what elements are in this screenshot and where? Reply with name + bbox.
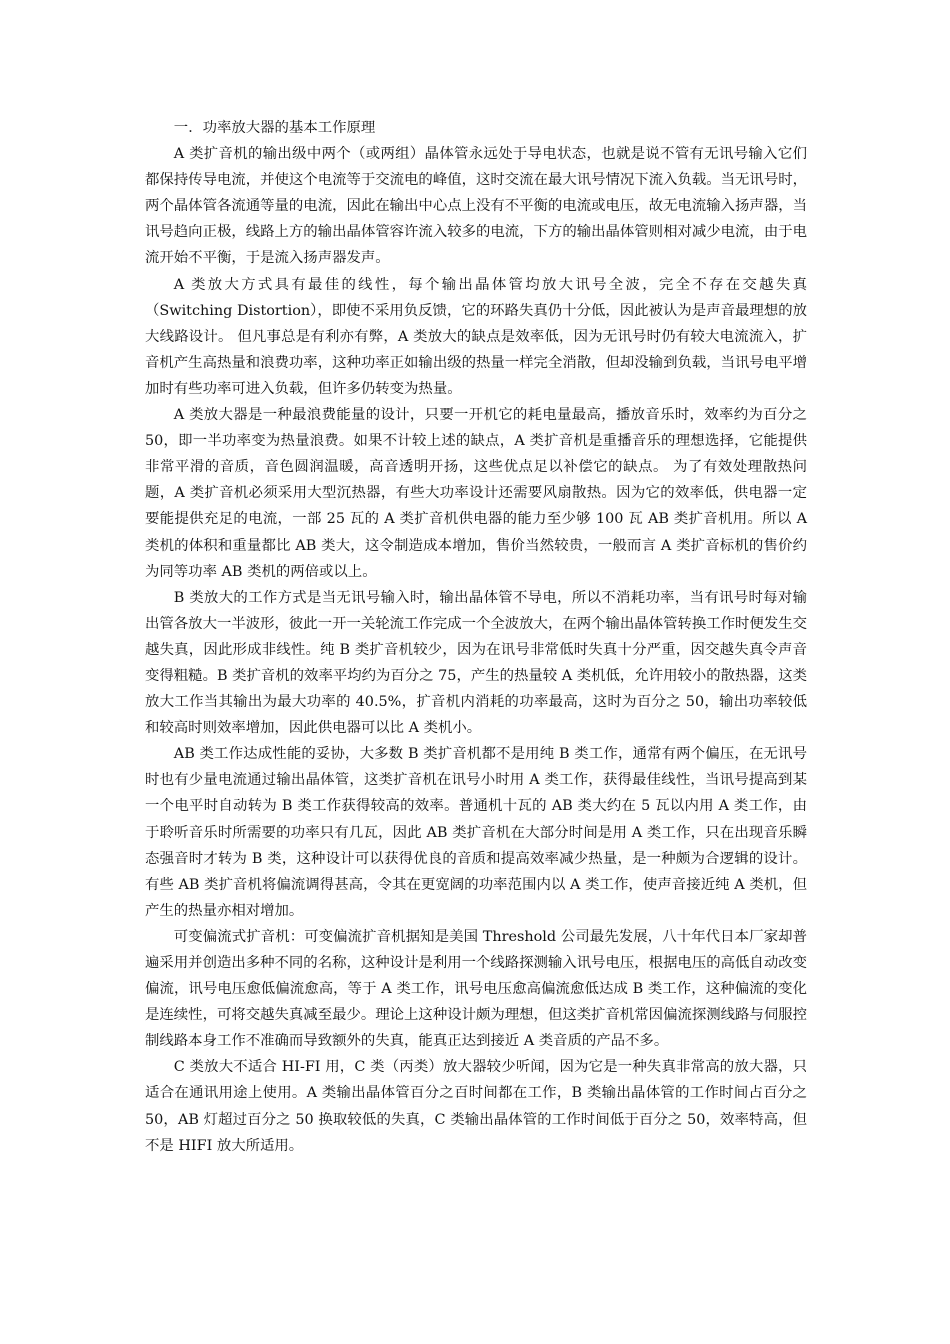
document-page — [145, 115, 807, 1159]
paragraph-class-c: C 类放大不适合 HI-FI 用，C 类（丙类）放大器较少听闻，因为它是一种失真非常高的放大器，只适合在通讯用途上使用。A 类输出晶体管百分之百时间都在工作，B 类输出晶体管的工作时间占百分之 50，AB 灯超过百分之 50 换取较低的失真，C 类输出晶体管的工作时间低于百分之 50，效率特高，但不是 HIFI 放大所适用。 — [145, 1059, 807, 1154]
paragraph-class-a-efficiency: A 类放大器是一种最浪费能量的设计，只要一开机它的耗电量最高，播放音乐时，效率约为百分之 50，即一半功率变为热量浪费。如果不计较上述的缺点，A 类扩音机是重播音乐的理想选择，它能提供非常平滑的音质，音色圆润温暖，高音透明开扬，这些优点足以补偿它的缺点。 为了有效处理散热问题，A 类扩音机必须采用大型沉热器，有些大功率设计还需要风扇散热。因为它的效率低，供电器一定要能提供充足的电流，一部 25 瓦的 A 类扩音机供电器的能力至少够 100 瓦 AB 类扩音机用。所以 A 类机的体积和重量都比 AB 类大，这令制造成本增加，售价当然较贵，一般而言 A 类扩音标机的售价约为同等功率 AB 类机的两倍或以上。 — [145, 407, 807, 580]
paragraph-class-ab: AB 类工作达成性能的妥协，大多数 B 类扩音机都不是用纯 B 类工作，通常有两个偏压，在无讯号时也有少量电流通过输出晶体管，这类扩音机在讯号小时用 A 类工作，获得最佳线性，当讯号提高到某一个电平时自动转为 B 类工作获得较高的效率。普通机十瓦的 AB 类大约在 5 瓦以内用 A 类工作，由于聆听音乐时所需要的功率只有几瓦，因此 AB 类扩音机在大部分时间是用 A 类工作，只在出现音乐瞬态强音时才转为 B 类，这种设计可以获得优良的音质和提高效率减少热量，是一种颇为合逻辑的设计。 有些 AB 类扩音机将偏流调得甚高，令其在更宽阔的功率范围内以 A 类工作，使声音接近纯 A 类机，但产生的热量亦相对增加。 — [145, 746, 807, 919]
section-heading: 一．功率放大器的基本工作原理 — [173, 120, 376, 136]
paragraph-class-b: B 类放大的工作方式是当无讯号输入时，输出晶体管不导电，所以不消耗功率，当有讯号时每对输出管各放大一半波形，彼此一开一关轮流工作完成一个全波放大，在两个输出晶体管转换工作时便发生交越失真，因此形成非线性。纯 B 类扩音机较少，因为在讯号非常低时失真十分严重，因交越失真令声音变得粗糙。B 类扩音机的效率平均约为百分之 75，产生的热量较 A 类机低，允许用较小的散热器，这类放大工作当其输出为最大功率的 40.5%，扩音机内消耗的功率最高，这时为百分之 50，输出功率较低和较高时则效率增加，因此供电器可以比 A 类机小。 — [145, 589, 807, 737]
paragraph-class-a-operation: A 类扩音机的输出级中两个（或两组）晶体管永远处于导电状态，也就是说不管有无讯号输入它们都保持传导电流，并使这个电流等于交流电的峰值，这时交流在最大讯号情况下流入负载。当无讯号时，两个晶体管各流通等量的电流，因此在输出中心点上没有不平衡的电流或电压，故无电流输入扬声器，当讯号趋向正极，线路上方的输出晶体管容许流入较多的电流，下方的输出晶体管则相对减少电流，由于电流开始不平衡，于是流入扬声器发声。 — [145, 146, 807, 267]
paragraph-class-a-linearity: A 类放大方式具有最佳的线性，每个输出晶体管均放大讯号全波，完全不存在交越失真（Switching Distortion），即使不采用负反馈，它的环路失真仍十分低，因此被认为是声音最理想的放大线路设计。 但凡事总是有利亦有弊，A 类放大的缺点是效率低，因为无讯号时仍有较大电流流入，扩音机产生高热量和浪费功率，这种功率正如输出级的热量一样完全消散，但却没输到负载，当讯号电平增加时有些功率可进入负载，但许多仍转变为热量。 — [145, 276, 807, 397]
paragraph-variable-bias: 可变偏流式扩音机：可变偏流扩音机据知是美国 Threshold 公司最先发展，八十年代日本厂家却普遍采用并创造出多种不同的名称，这种设计是利用一个线路探测输入讯号电压，根据电压的高低自动改变偏流，讯号电压愈低偏流愈高，等于 A 类工作，讯号电压愈高偏流愈低达成 B 类工作，这种偏流的变化是连续性，可将交越失真减至最少。理论上这种设计颇为理想，但这类扩音机常因偏流探测线路与伺服控制线路本身工作不准确而导致额外的失真，能真正达到接近 A 类音质的产品不多。 — [145, 928, 807, 1050]
